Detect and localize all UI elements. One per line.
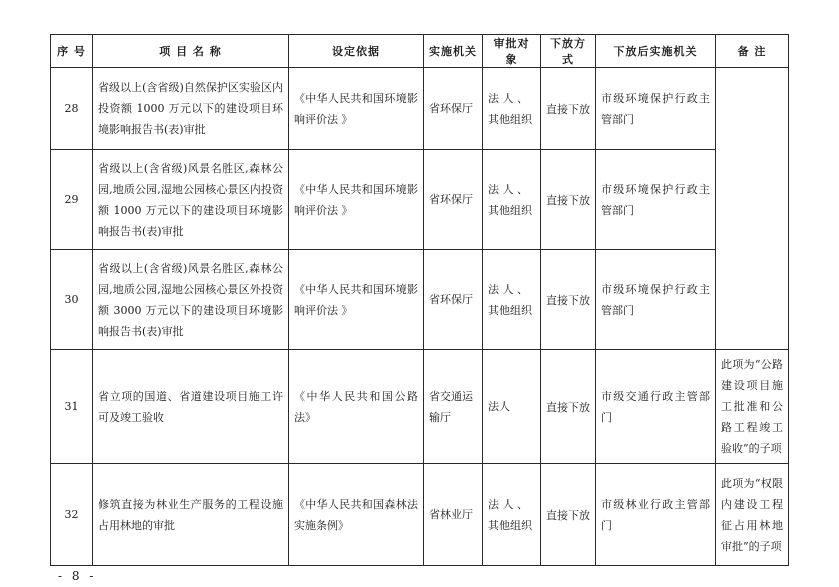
row-number: 31: [51, 350, 93, 464]
agency: 省环保厅: [424, 68, 483, 150]
table-row: [51, 350, 789, 464]
method: 直接下放: [541, 350, 596, 464]
page-number: - 8 -: [58, 569, 97, 583]
header-target: 审批对象: [483, 35, 541, 68]
method: 直接下放: [541, 150, 596, 250]
item-name: 省级以上(含省级)自然保护区实验区内投资额 1000 万元以下的建设项目环境影响报告书(表)审批: [93, 68, 289, 150]
target: 法人: [483, 350, 541, 464]
table-row: [51, 68, 789, 150]
basis: 《中华人民共和国环境影响评价法 》: [289, 150, 424, 250]
header-remark: 备 注: [716, 35, 789, 68]
item-name: 省级以上(含省级)风景名胜区,森林公园,地质公园,湿地公园核心景区外投资额 3000 万元以下的建设项目环境影响报告书(表)审批: [93, 250, 289, 350]
new-agency: 市级环境保护行政主管部门: [596, 68, 716, 150]
header-new-agency: 下放后实施机关: [596, 35, 716, 68]
target: 法 人 、其他组织: [483, 464, 541, 566]
new-agency: 市级交通行政主管部门: [596, 350, 716, 464]
item-name: 修筑直接为林业生产服务的工程设施占用林地的审批: [93, 464, 289, 566]
agency: 省环保厅: [424, 250, 483, 350]
row-number: 29: [51, 150, 93, 250]
header-seq: 序 号: [51, 35, 93, 68]
method: 直接下放: [541, 68, 596, 150]
header-agency: 实施机关: [424, 35, 483, 68]
new-agency: 市级林业行政主管部门: [596, 464, 716, 566]
target: 法 人 、其他组织: [483, 150, 541, 250]
method: 直接下放: [541, 250, 596, 350]
target: 法 人 、其他组织: [483, 68, 541, 150]
table-row: [51, 464, 789, 566]
agency: 省交通运输厅: [424, 350, 483, 464]
header-row: [51, 35, 789, 68]
item-name: 省立项的国道、省道建设项目施工许可及竣工验收: [93, 350, 289, 464]
agency: 省林业厅: [424, 464, 483, 566]
agency: 省环保厅: [424, 150, 483, 250]
table-row: [51, 250, 789, 350]
row-number: 32: [51, 464, 93, 566]
table-row: [51, 150, 789, 250]
header-item-name: 项 目 名 称: [93, 35, 289, 68]
header-basis: 设定依据: [289, 35, 424, 68]
new-agency: 市级环境保护行政主管部门: [596, 250, 716, 350]
method: 直接下放: [541, 464, 596, 566]
remark-empty: [716, 68, 789, 350]
basis: 《中华人民共和国公路法》: [289, 350, 424, 464]
basis: 《中华人民共和国环境影响评价法 》: [289, 250, 424, 350]
row-number: 28: [51, 68, 93, 150]
header-method: 下放方式: [541, 35, 596, 68]
target: 法 人 、其他组织: [483, 250, 541, 350]
remark: 此项为“权限内建设工程征占用林地审批”的子项: [716, 464, 789, 566]
basis: 《中华人民共和国森林法实施条例》: [289, 464, 424, 566]
new-agency: 市级环境保护行政主管部门: [596, 150, 716, 250]
row-number: 30: [51, 250, 93, 350]
approval-items-table: [50, 34, 789, 566]
item-name: 省级以上(含省级)风景名胜区,森林公园,地质公园,湿地公园核心景区内投资额 1000 万元以下的建设项目环境影响报告书(表)审批: [93, 150, 289, 250]
basis: 《中华人民共和国环境影响评价法 》: [289, 68, 424, 150]
remark: 此项为“公路建设项目施工批准和公路工程竣工验收”的子项: [716, 350, 789, 464]
